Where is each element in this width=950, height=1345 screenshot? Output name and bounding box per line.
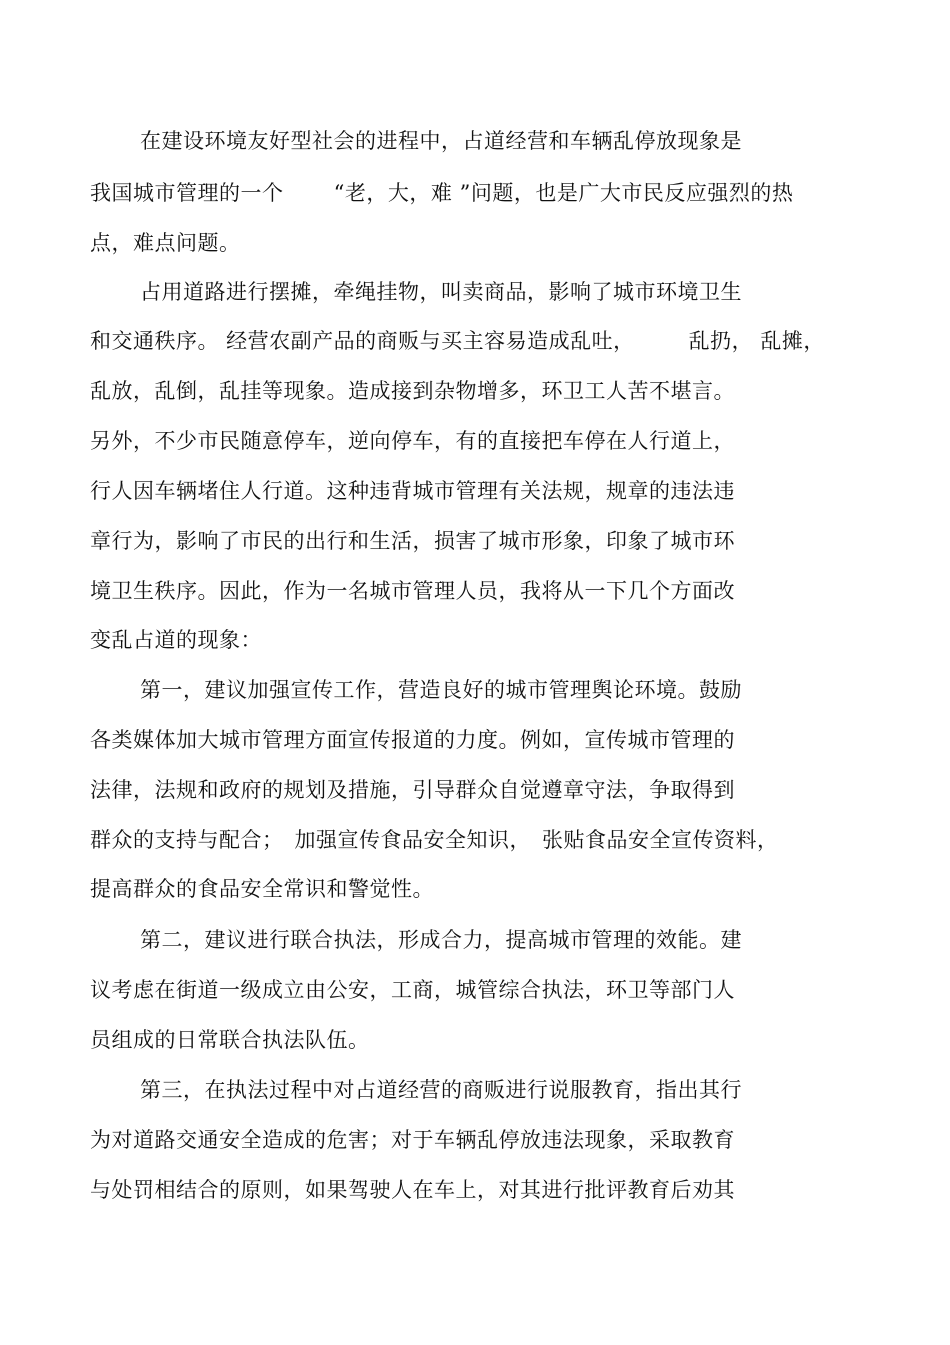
paragraph-2-line-6: 章行为，影响了市民的出行和生活，损害了城市形象，印象了城市环: [90, 529, 735, 553]
paragraph-2-line-1: 占用道路进行摆摊，牵绳挂物，叫卖商品，影响了城市环境卫生: [140, 280, 742, 304]
paragraph-4-line-3: 员组成的日常联合执法队伍。: [90, 1028, 370, 1052]
paragraph-4-line-1: 第二，建议进行联合执法，形成合力，提高城市管理的效能。建: [140, 928, 742, 952]
paragraph-3-line-4: 群众的支持与配合； 加强宣传食品安全知识， 张贴食品安全宣传资料，: [90, 828, 779, 852]
paragraph-2-line-7: 境卫生秩序。因此，作为一名城市管理人员，我将从一下几个方面改: [90, 579, 735, 603]
paragraph-5-line-1: 第三，在执法过程中对占道经营的商贩进行说服教育，指出其行: [140, 1078, 742, 1102]
paragraph-3-line-3: 法律，法规和政府的规划及措施，引导群众自觉遵章守法，争取得到: [90, 778, 735, 802]
paragraph-2-line-2: 和交通秩序。 经营农副产品的商贩与买主容易造成乱吐， 乱扔， 乱摊，: [90, 329, 825, 353]
paragraph-3-line-5: 提高群众的食品安全常识和警觉性。: [90, 877, 434, 901]
paragraph-2-line-4: 另外，不少市民随意停车，逆向停车，有的直接把车停在人行道上，: [90, 429, 735, 453]
paragraph-5-line-2: 为对道路交通安全造成的危害；对于车辆乱停放违法现象，采取教育: [90, 1128, 735, 1152]
paragraph-2-line-3: 乱放，乱倒，乱挂等现象。造成接到杂物增多，环卫工人苦不堪言。: [90, 379, 735, 403]
paragraph-1-line-2: 我国城市管理的一个 “老，大，难 ”问题，也是广大市民反应强烈的热: [90, 181, 794, 205]
paragraph-3-line-1: 第一，建议加强宣传工作，营造良好的城市管理舆论环境。鼓励: [140, 678, 742, 702]
paragraph-2-line-5: 行人因车辆堵住人行道。这种违背城市管理有关法规，规章的违法违: [90, 479, 735, 503]
paragraph-1-line-1: 在建设环境友好型社会的进程中，占道经营和车辆乱停放现象是: [140, 129, 742, 153]
paragraph-2-line-8: 变乱占道的现象：: [90, 628, 262, 652]
paragraph-5-line-3: 与处罚相结合的原则，如果驾驶人在车上，对其进行批评教育后劝其: [90, 1178, 735, 1202]
paragraph-1-line-3: 点，难点问题。: [90, 231, 241, 255]
paragraph-3-line-2: 各类媒体加大城市管理方面宣传报道的力度。例如，宣传城市管理的: [90, 728, 735, 752]
paragraph-4-line-2: 议考虑在街道一级成立由公安，工商，城管综合执法，环卫等部门人: [90, 978, 735, 1002]
